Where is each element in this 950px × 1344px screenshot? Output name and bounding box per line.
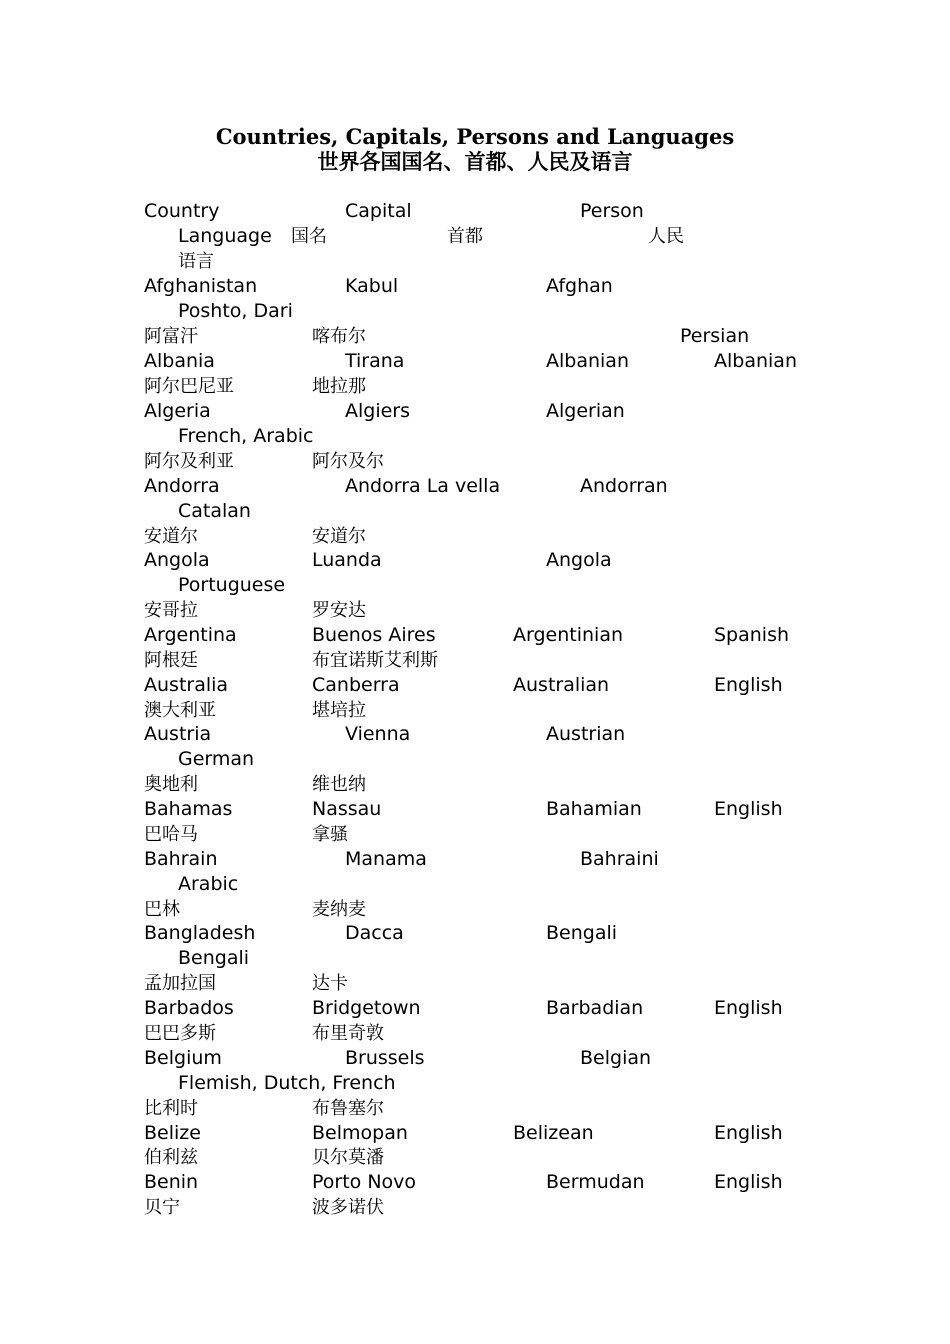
entry-person: Afghan <box>546 275 613 297</box>
entry-country-zh: 巴巴多斯 <box>144 1023 216 1044</box>
entry-person: Belgian <box>580 1047 652 1069</box>
entry-language: French, Arabic <box>178 425 314 447</box>
entry-country-zh: 贝宁 <box>144 1197 180 1218</box>
entry-person: Argentinian <box>513 624 624 646</box>
entry-country-zh: 澳大利亚 <box>144 700 216 721</box>
entry-capital: Andorra La vella <box>345 475 501 497</box>
entry-capital-zh: 贝尔莫潘 <box>312 1147 384 1168</box>
entry-country: Andorra <box>144 475 220 497</box>
entry-capital-zh: 波多诺伏 <box>312 1197 384 1218</box>
header-language: Language <box>178 225 272 247</box>
entry-capital: Bridgetown <box>312 997 421 1019</box>
entry-person: Bahamian <box>546 798 642 820</box>
entry-capital: Tirana <box>345 350 405 372</box>
entry-capital: Kabul <box>345 275 399 297</box>
entry-language-extra: Persian <box>680 325 750 347</box>
entry-person: Bermudan <box>546 1171 645 1193</box>
entry-capital: Algiers <box>345 400 411 422</box>
document-title-chinese: 世界各国国名、首都、人民及语言 <box>317 149 633 174</box>
entry-capital-zh: 堪培拉 <box>312 700 366 721</box>
entry-language: English <box>714 674 783 696</box>
entry-language: German <box>178 748 255 770</box>
entry-country-zh: 阿尔巴尼亚 <box>144 376 234 397</box>
entry-country: Australia <box>144 674 229 696</box>
entry-capital: Luanda <box>312 549 382 571</box>
entry-country: Algeria <box>144 400 211 422</box>
entry-person: Angola <box>546 549 612 571</box>
entry-language: Poshto, Dari <box>178 300 293 322</box>
entry-capital: Brussels <box>345 1047 425 1069</box>
entry-capital: Manama <box>345 848 427 870</box>
entry-language: Flemish, Dutch, French <box>178 1072 396 1094</box>
entry-country: Bahrain <box>144 848 218 870</box>
entry-language: English <box>714 997 783 1019</box>
entry-country: Bangladesh <box>144 922 256 944</box>
entry-country: Austria <box>144 723 212 745</box>
entry-country-zh: 巴林 <box>144 899 180 920</box>
header-capital-zh: 首都 <box>447 226 483 247</box>
entry-country-zh: 安道尔 <box>144 526 198 547</box>
entry-capital-zh: 麦纳麦 <box>312 899 366 920</box>
entry-person: Albanian <box>546 350 629 372</box>
header-person: Person <box>580 200 644 222</box>
entry-country-zh: 比利时 <box>144 1098 198 1119</box>
entry-person: Bahraini <box>580 848 659 870</box>
entry-country: Afghanistan <box>144 275 258 297</box>
entry-language: Catalan <box>178 500 251 522</box>
entry-country-zh: 阿富汗 <box>144 326 198 347</box>
entry-country: Bahamas <box>144 798 233 820</box>
entry-person: Belizean <box>513 1122 594 1144</box>
entry-capital: Porto Novo <box>312 1171 417 1193</box>
entry-country-zh: 安哥拉 <box>144 600 198 621</box>
entry-country: Argentina <box>144 624 237 646</box>
entry-person: Andorran <box>580 475 668 497</box>
entry-language: Arabic <box>178 873 239 895</box>
entry-capital-zh: 维也纳 <box>312 774 366 795</box>
entry-capital-zh: 喀布尔 <box>312 326 366 347</box>
entry-capital: Belmopan <box>312 1122 408 1144</box>
entry-person: Austrian <box>546 723 626 745</box>
entry-person: Algerian <box>546 400 625 422</box>
header-country-zh: 国名 <box>291 226 327 247</box>
entry-capital-zh: 罗安达 <box>312 600 366 621</box>
entry-country: Benin <box>144 1171 199 1193</box>
entry-language: Portuguese <box>178 574 286 596</box>
entry-capital: Buenos Aires <box>312 624 436 646</box>
entry-capital-zh: 达卡 <box>312 973 348 994</box>
entry-capital: Nassau <box>312 798 382 820</box>
entry-country-zh: 伯利兹 <box>144 1147 198 1168</box>
entry-country-zh: 巴哈马 <box>144 824 198 845</box>
entry-country-zh: 奥地利 <box>144 774 198 795</box>
entry-capital-zh: 安道尔 <box>312 526 366 547</box>
entry-capital: Dacca <box>345 922 404 944</box>
entry-language: English <box>714 798 783 820</box>
entry-capital: Canberra <box>312 674 400 696</box>
header-person-zh: 人民 <box>648 226 684 247</box>
entry-country: Barbados <box>144 997 234 1019</box>
entry-capital-zh: 地拉那 <box>312 376 366 397</box>
entry-country: Belize <box>144 1122 201 1144</box>
header-country: Country <box>144 200 220 222</box>
entry-capital: Vienna <box>345 723 411 745</box>
header-capital: Capital <box>345 200 412 222</box>
entry-country: Albania <box>144 350 215 372</box>
entry-capital-zh: 布里奇敦 <box>312 1023 384 1044</box>
entry-capital-zh: 拿骚 <box>312 824 348 845</box>
entry-country: Belgium <box>144 1047 222 1069</box>
entry-country: Angola <box>144 549 210 571</box>
entry-person: Australian <box>513 674 610 696</box>
entry-person: Barbadian <box>546 997 644 1019</box>
entry-capital-zh: 布鲁塞尔 <box>312 1098 384 1119</box>
entry-language: Spanish <box>714 624 790 646</box>
entry-language: English <box>714 1171 783 1193</box>
header-language-zh: 语言 <box>178 251 214 272</box>
entry-country-zh: 孟加拉国 <box>144 973 216 994</box>
entry-capital-zh: 布宜诺斯艾利斯 <box>312 650 438 671</box>
entry-country-zh: 阿根廷 <box>144 650 198 671</box>
document-title: Countries, Capitals, Persons and Languages <box>215 124 735 149</box>
entry-language: English <box>714 1122 783 1144</box>
entry-capital-zh: 阿尔及尔 <box>312 451 384 472</box>
entry-language: Bengali <box>178 947 250 969</box>
entry-language: Albanian <box>714 350 797 372</box>
entry-country-zh: 阿尔及利亚 <box>144 451 234 472</box>
entry-person: Bengali <box>546 922 618 944</box>
